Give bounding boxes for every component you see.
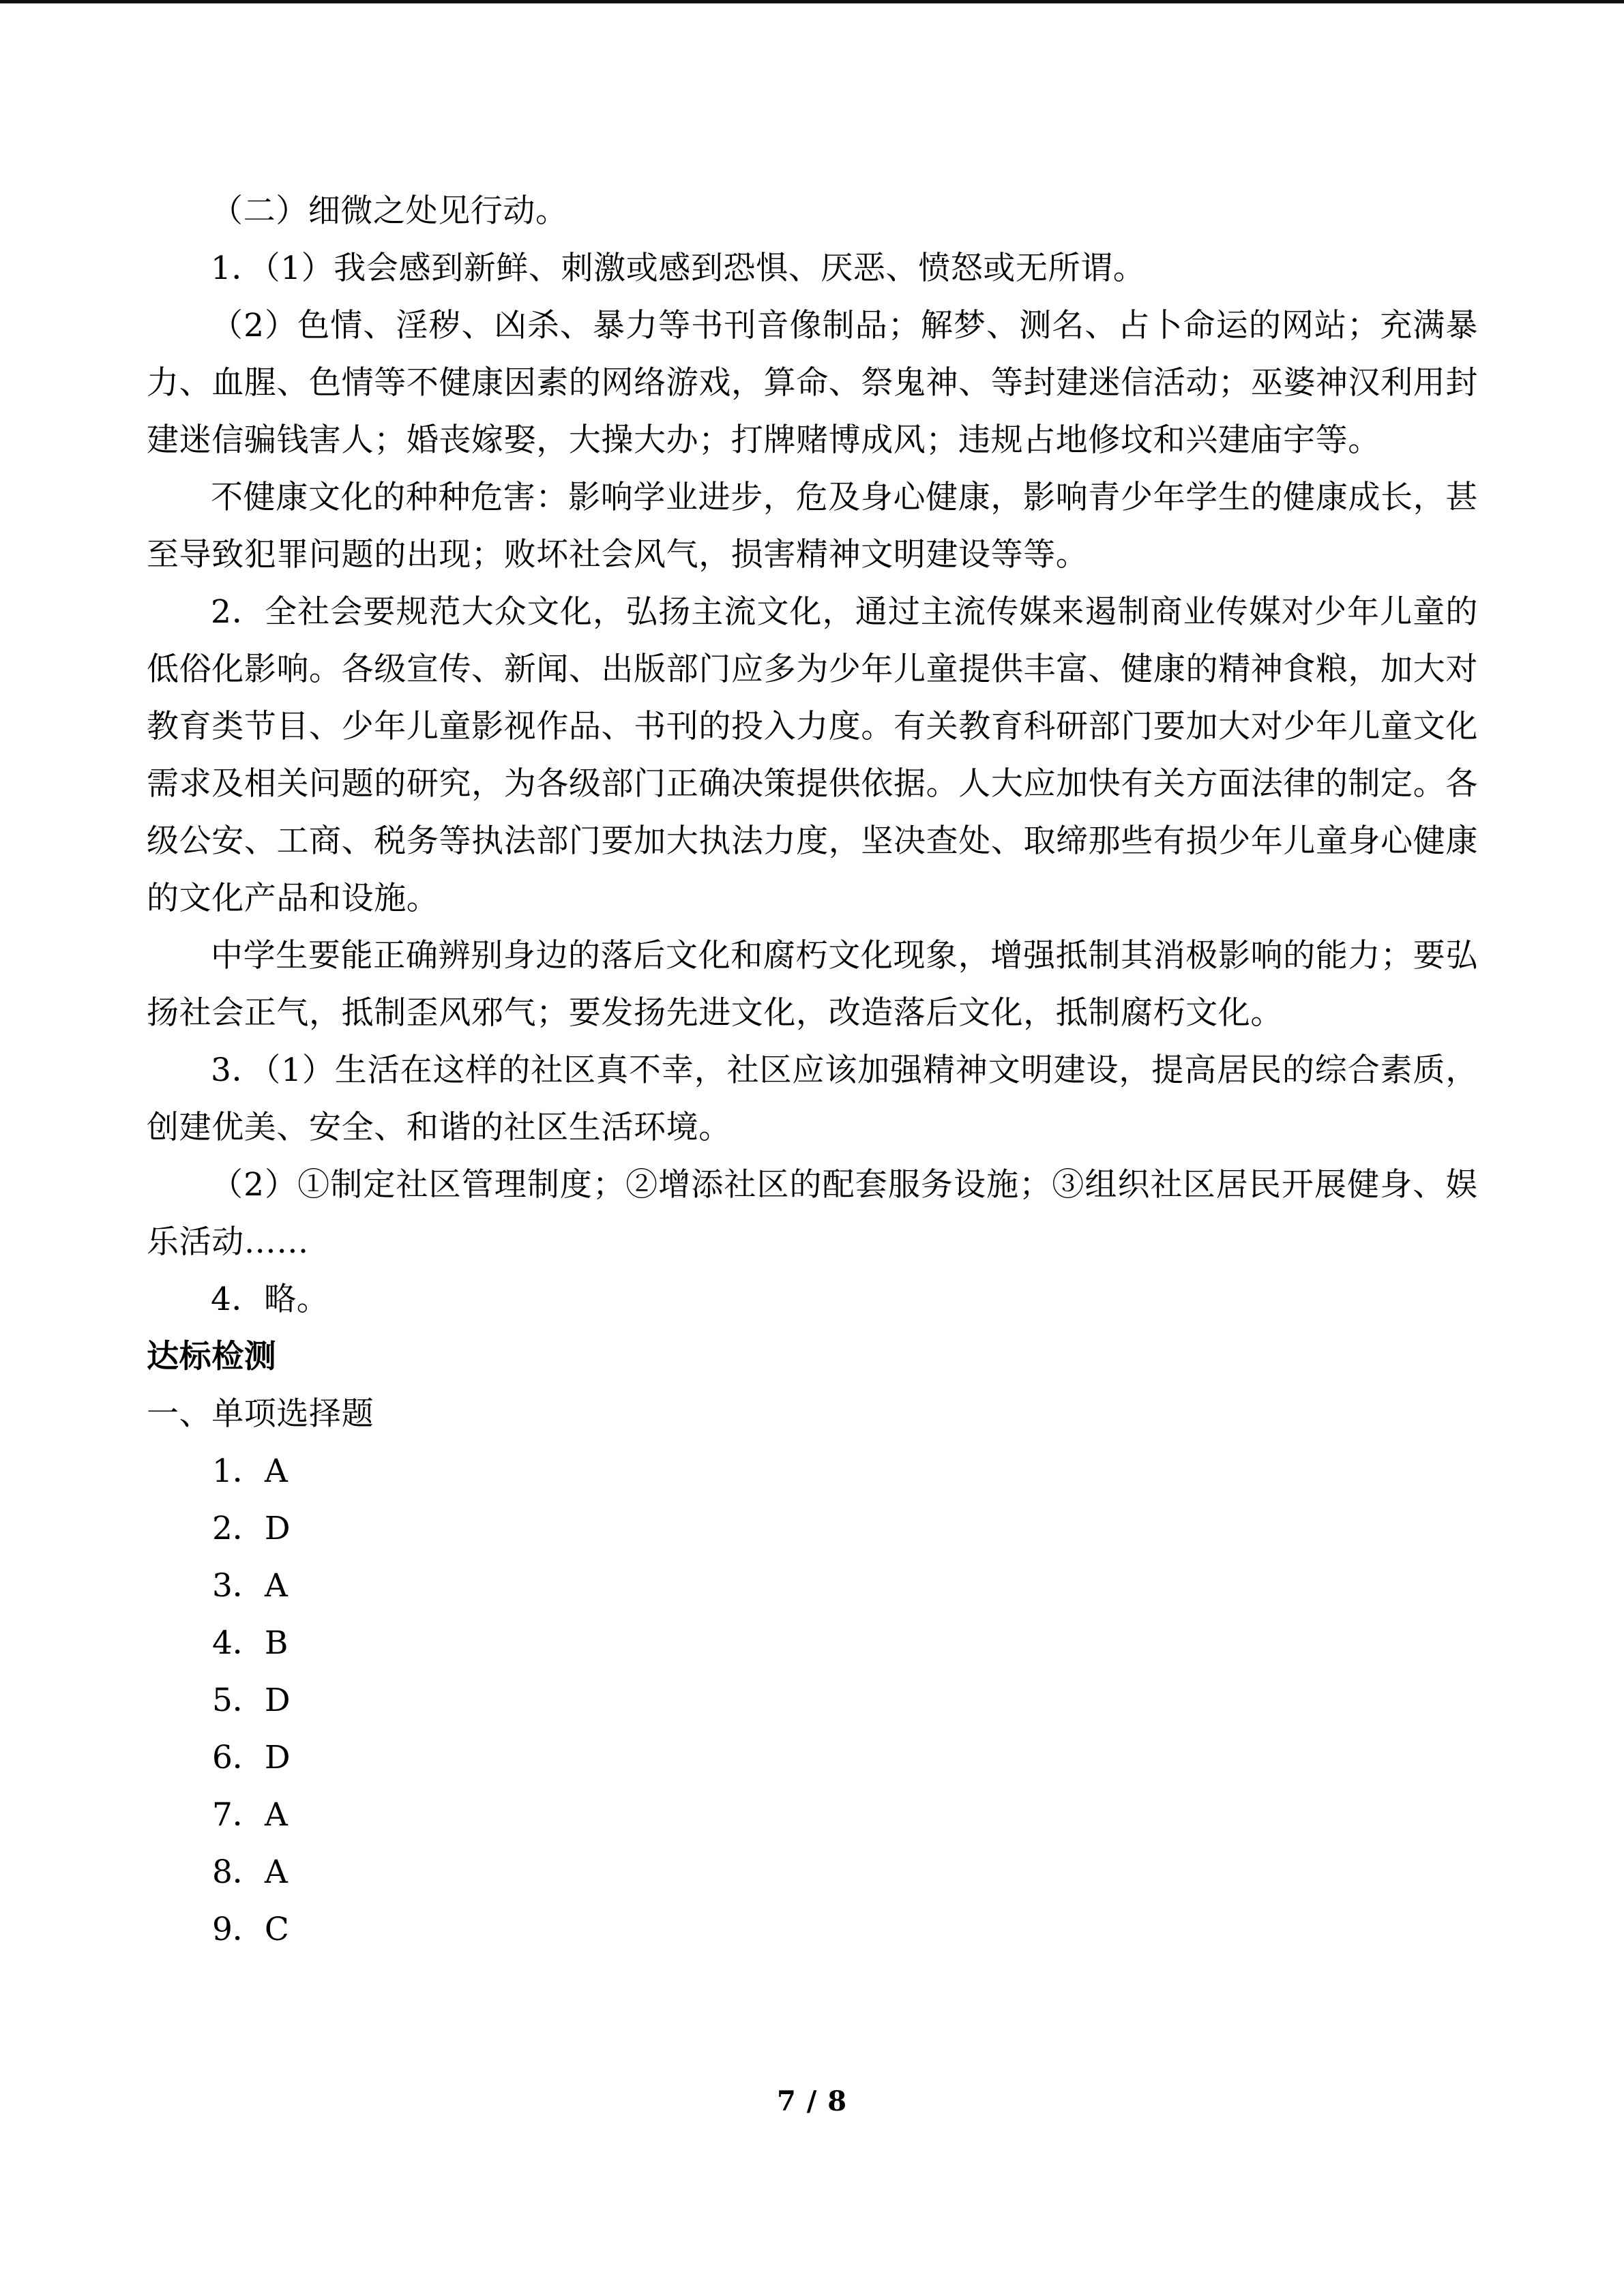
answer-row <box>147 1443 1478 1500</box>
answer-value: D <box>264 1510 291 1547</box>
answer-row <box>147 1557 1478 1615</box>
answer-number: 5 <box>212 1682 233 1719</box>
answer-separator: ． <box>232 1624 265 1662</box>
answer-separator: ． <box>232 1796 265 1834</box>
paragraph-harms-of-unhealthy-culture: 不健康文化的种种危害：影响学业进步，危及身心健康，影响青少年学生的健康成长，甚至导致犯罪问题的出现；败坏社会风气，损害精神文明建设等等。 <box>147 479 1478 573</box>
paragraph-answer-2: 2．全社会要规范大众文化，弘扬主流文化，通过主流传媒来遏制商业传媒对少年儿童的低俗化影响。各级宣传、新闻、出版部门应多为少年儿童提供丰富、健康的精神食粮，加大对教育类节目、少年儿童影视作品、书刊的投入力度。有关教育科研部门要加大对少年儿童文化需求及相关问题的研究，为各级部门正确决策提供依据。人大应加快有关方面法律的制定。各级公安、工商、税务等执法部门要加大执法力度，坚决查处、取缔那些有损少年儿童身心健康的文化产品和设施。 <box>147 593 1478 917</box>
answer-separator: ． <box>232 1682 265 1719</box>
answer-number: 4 <box>212 1624 233 1662</box>
answer-value: B <box>264 1624 289 1662</box>
page-top-border <box>0 0 1624 3</box>
paragraph-answer-1-1: 1．（1）我会感到新鲜、刺激或感到恐惧、厌恶、愤怒或无所谓。 <box>211 250 1146 287</box>
paragraph-answer-3-2: （2）①制定社区管理制度；②增添社区的配套服务设施；③组织社区居民开展健身、娱乐活动…… <box>147 1166 1478 1261</box>
answer-value: A <box>264 1853 288 1891</box>
answer-number: 7 <box>212 1796 233 1834</box>
page-number-footer: 7 / 8 <box>776 2085 848 2117</box>
answer-separator: ． <box>232 1510 265 1547</box>
paragraph-student-responsibility: 中学生要能正确辨别身边的落后文化和腐朽文化现象，增强抵制其消极影响的能力；要弘扬社会正气，抵制歪风邪气；要发扬先进文化，改造落后文化，抵制腐朽文化。 <box>147 937 1478 1032</box>
answer-key-list <box>147 1443 1478 1958</box>
answer-number: 8 <box>212 1853 233 1891</box>
answer-value: A <box>264 1796 288 1834</box>
answer-separator: ． <box>232 1567 265 1605</box>
answer-value: A <box>264 1452 288 1490</box>
answer-number: 3 <box>212 1567 233 1605</box>
answer-value: C <box>264 1911 289 1948</box>
subsection-heading-multiple-choice: 一、单项选择题 <box>147 1395 374 1433</box>
answer-separator: ． <box>232 1739 265 1776</box>
answer-number: 9 <box>212 1911 233 1948</box>
answer-separator: ． <box>232 1911 265 1948</box>
answer-row <box>147 1844 1478 1901</box>
answer-row <box>147 1672 1478 1729</box>
answer-number: 1 <box>212 1452 233 1490</box>
section-heading-assessment: 达标检测 <box>147 1338 277 1375</box>
answer-number: 2 <box>212 1510 233 1547</box>
answer-separator: ． <box>232 1853 265 1891</box>
paragraph-answer-4: 4．略。 <box>211 1281 329 1318</box>
paragraph-answer-3-1: 3．（1）生活在这样的社区真不幸，社区应该加强精神文明建设，提高居民的综合素质，创建优美、安全、和谐的社区生活环境。 <box>147 1052 1478 1146</box>
answer-separator: ． <box>232 1452 265 1490</box>
answer-number: 6 <box>212 1739 233 1776</box>
answer-value: D <box>264 1682 291 1719</box>
answer-value: A <box>264 1567 288 1605</box>
page-content <box>147 183 1478 1958</box>
answer-row <box>147 1500 1478 1557</box>
answer-row <box>147 1729 1478 1787</box>
answer-row <box>147 1787 1478 1844</box>
paragraph-answer-1-2: （2）色情、淫秽、凶杀、暴力等书刊音像制品；解梦、测名、占卜命运的网站；充满暴力、血腥、色情等不健康因素的网络游戏，算命、祭鬼神、等封建迷信活动；巫婆神汉利用封建迷信骗钱害人；婚丧嫁娶，大操大办；打牌赌博成风；违规占地修坟和兴建庙宇等。 <box>147 307 1478 459</box>
paragraph-section-heading-2: （二）细微之处见行动。 <box>211 192 568 230</box>
answer-value: D <box>264 1739 291 1776</box>
answer-row <box>147 1615 1478 1672</box>
answer-row <box>147 1901 1478 1958</box>
